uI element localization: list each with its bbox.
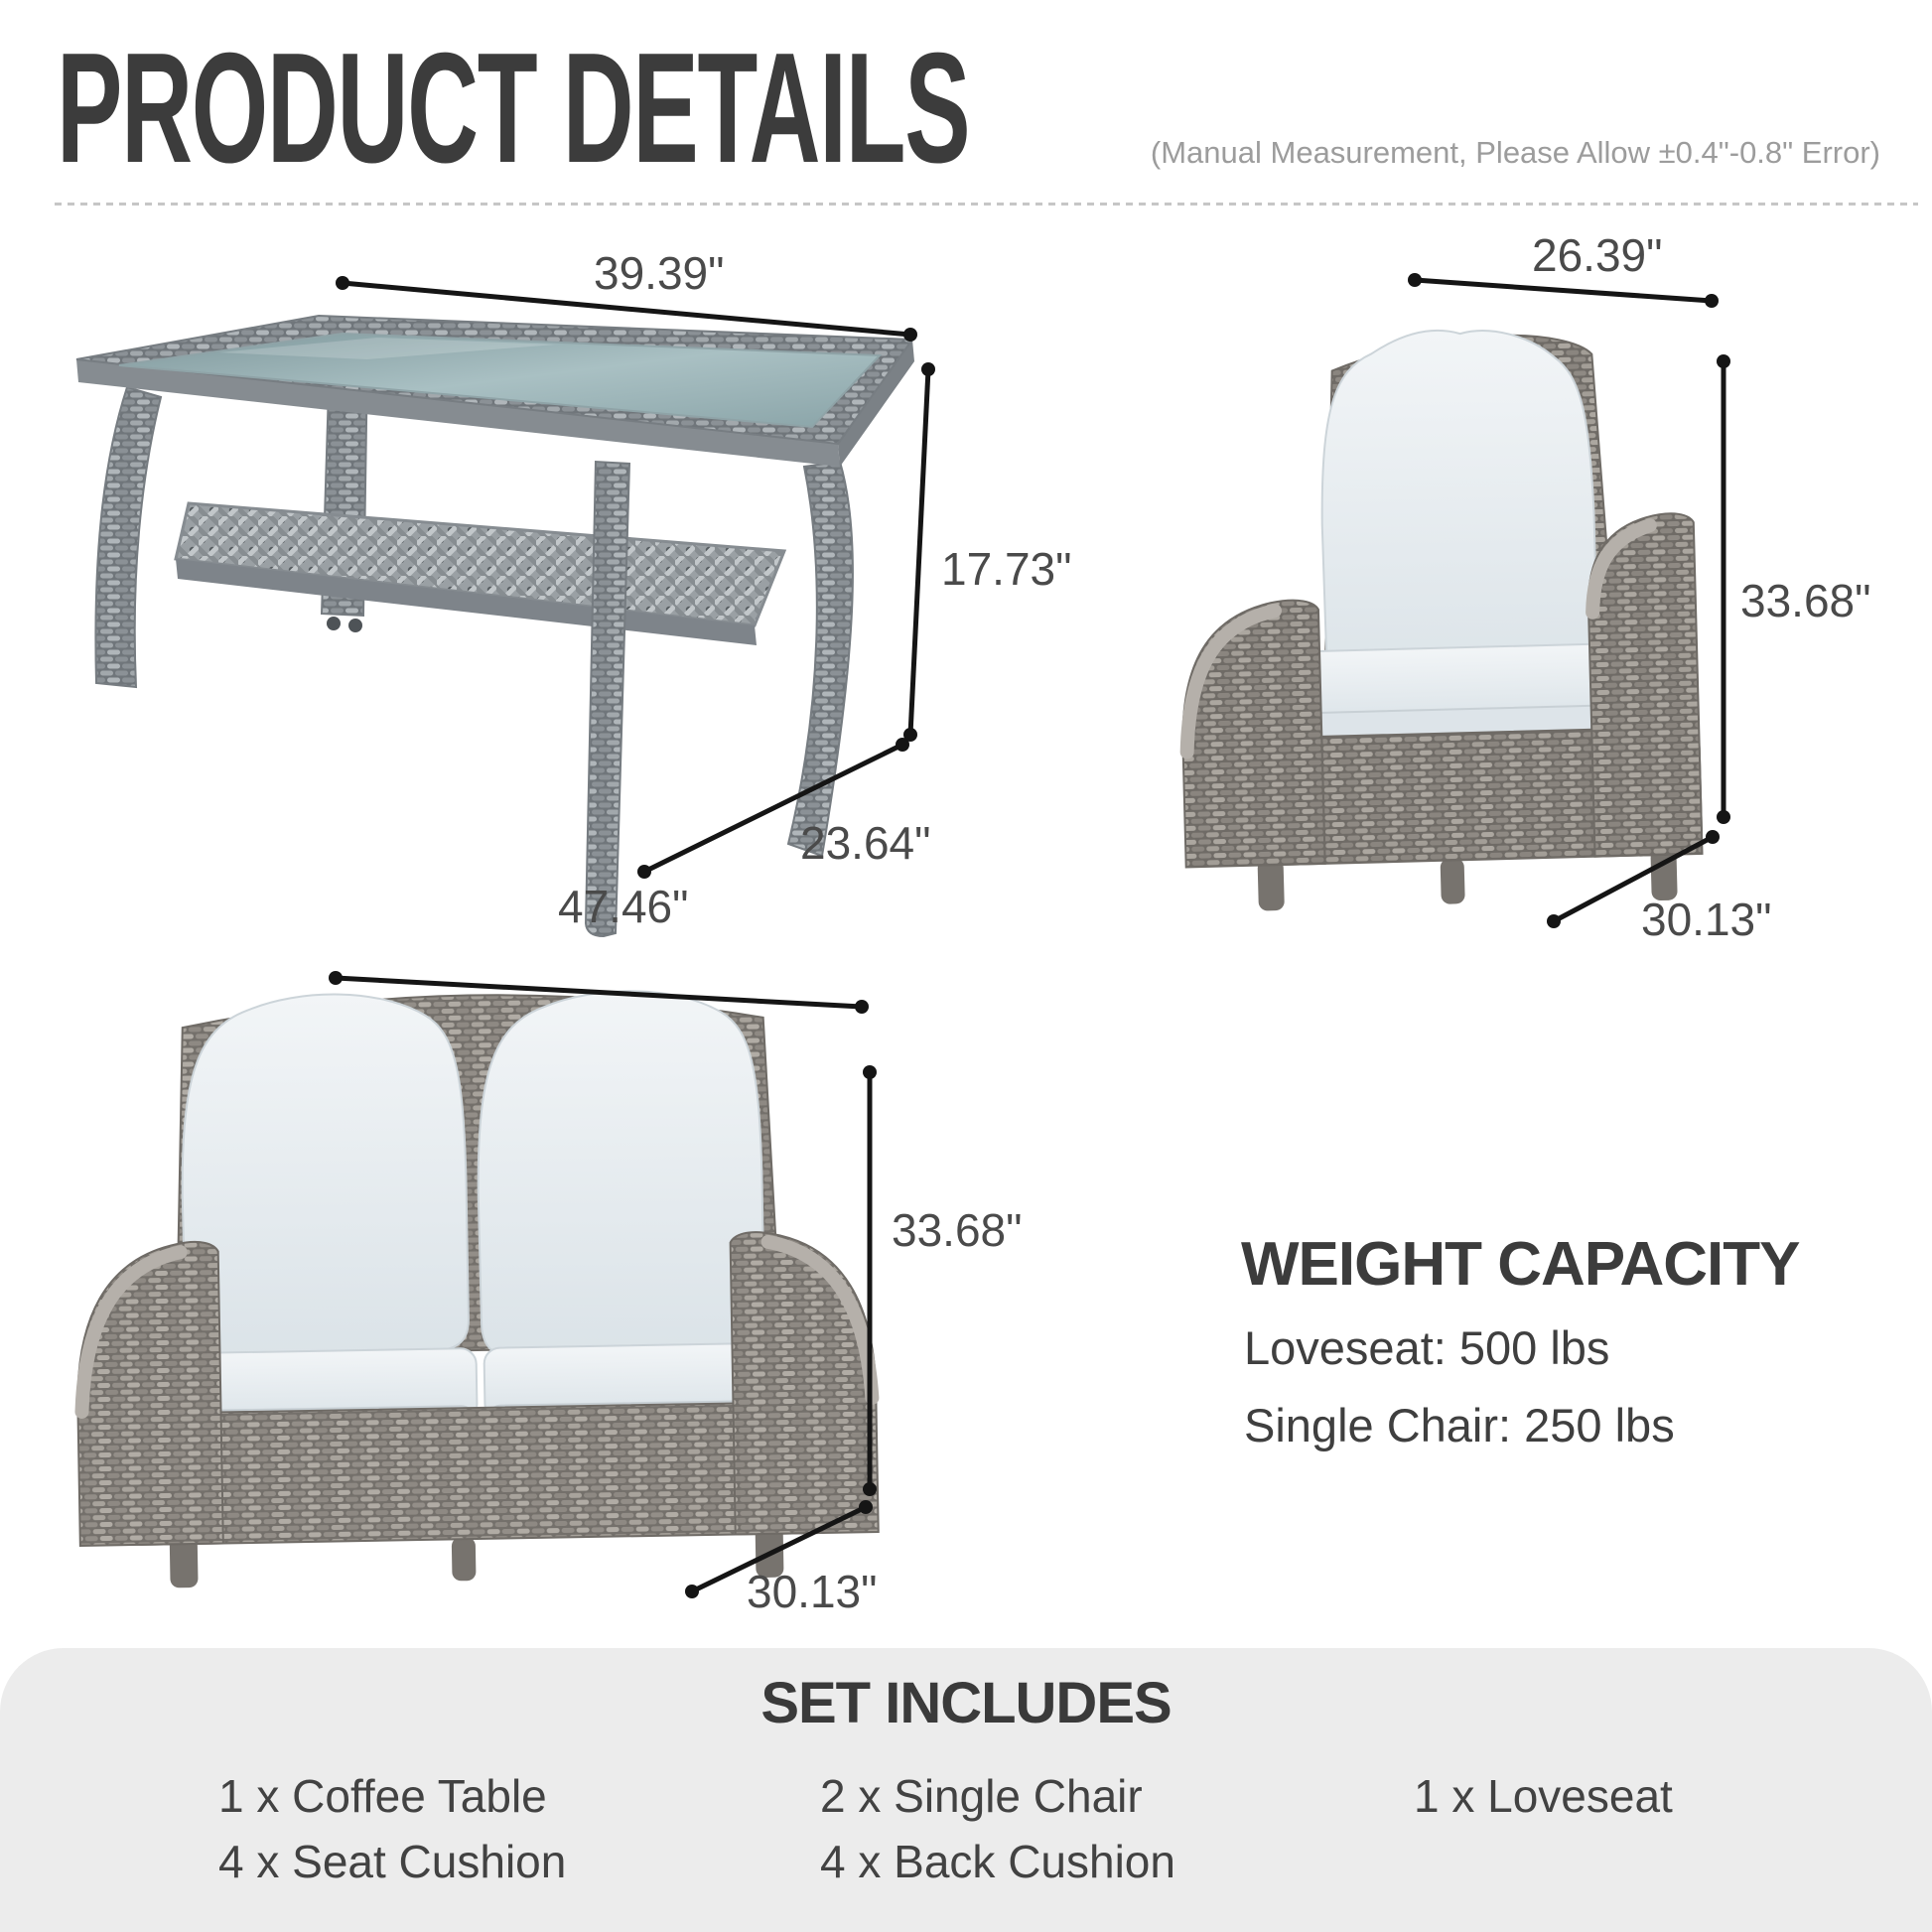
- set-includes-column-3: [1414, 1763, 1673, 1829]
- weight-capacity-loveseat: Loveseat: 500 lbs: [1244, 1321, 1610, 1374]
- coffee-table-front-leg: [586, 462, 629, 936]
- set-includes-panel: [0, 1648, 1932, 1932]
- single-chair-left-arm: [1179, 600, 1325, 868]
- coffee-table-depth-label: 23.64": [800, 817, 931, 869]
- page-title: PRODUCT DETAILS: [57, 21, 970, 196]
- single-chair-depth-label: 30.13": [1641, 894, 1772, 945]
- set-includes-item: 1 x Coffee Table: [218, 1770, 547, 1822]
- measurement-note: (Manual Measurement, Please Allow ±0.4"-0.8" Error): [1150, 135, 1880, 170]
- weight-capacity-title: WEIGHT CAPACITY: [1241, 1230, 1800, 1299]
- set-includes-item: 4 x Seat Cushion: [218, 1836, 567, 1887]
- set-includes-title: SET INCLUDES: [760, 1671, 1172, 1735]
- set-includes-item: 4 x Back Cushion: [820, 1836, 1175, 1887]
- loveseat-left-arm: [75, 1242, 223, 1546]
- loveseat-right-arm: [730, 1230, 878, 1534]
- set-includes-item: 2 x Single Chair: [820, 1770, 1143, 1822]
- single-chair-right-arm: [1587, 513, 1703, 857]
- loveseat-height-label: 33.68": [892, 1204, 1023, 1256]
- coffee-table-shelf: [176, 503, 784, 645]
- weight-capacity-single-chair: Single Chair: 250 lbs: [1244, 1399, 1675, 1451]
- coffee-table-height-label: 17.73": [941, 543, 1072, 595]
- single-chair-height-label: 33.68": [1740, 575, 1871, 626]
- set-includes-item: 1 x Loveseat: [1414, 1770, 1673, 1822]
- single-chair-height-dimension-line: [1717, 354, 1730, 824]
- single-chair-width-label: 26.39": [1532, 229, 1663, 281]
- loveseat-width-label: 47.46": [558, 881, 689, 932]
- set-includes-column-2: [820, 1763, 1175, 1894]
- coffee-table-height-dimension-line: [903, 362, 935, 742]
- coffee-table-top: [76, 316, 914, 467]
- loveseat-depth-label: 30.13": [747, 1566, 878, 1617]
- dashed-divider: [55, 203, 1918, 206]
- coffee-table-width-label: 39.39": [594, 247, 725, 299]
- single-chair-image: [1142, 268, 1797, 943]
- set-includes-column-1: [218, 1763, 566, 1894]
- single-chair-back-cushion: [1317, 327, 1599, 699]
- loveseat-image: [60, 923, 933, 1618]
